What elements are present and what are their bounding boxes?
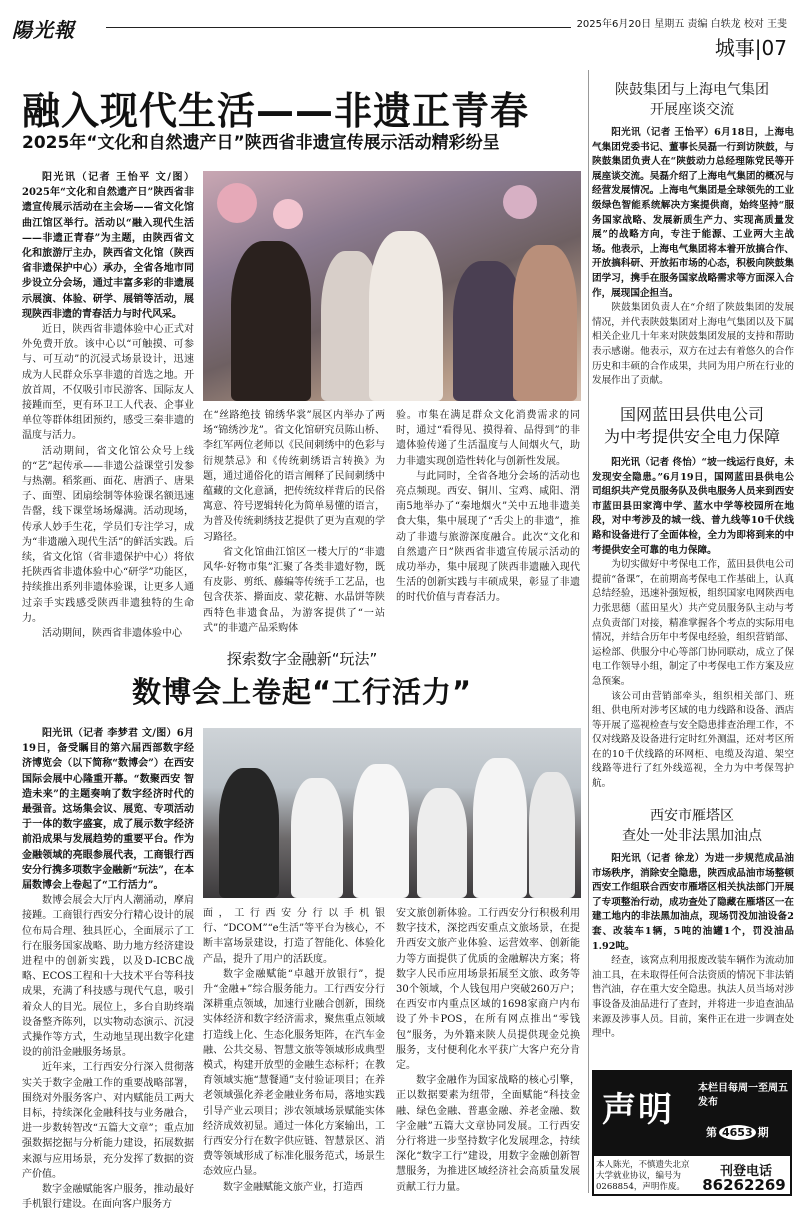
photo-figure: [219, 768, 279, 898]
article-paragraph: 数字金融赋能文旅产业，打造西: [223, 1181, 363, 1193]
dateline: 2025年6月20日 星期五 责编 白轶龙 校对 王斐: [571, 15, 787, 30]
article-paragraph: 数博会展会大厅内人潮涌动，摩肩接踵。工商银行西安分行精心设计的展位布局合理、独具匠心，全面展示了工行在服务国家战略、助力地方经济建设进程中的创新实践，以及D-ICBC战略、ECOS工程和十大技术平台等科技成果，充满了科技感与现代气息，吸引着众人的目光。展位上，多台自助终端设备整齐陈列，以实物动态演示、沉浸式操作等方式，生动地呈现出数字化建设的前沿金融服务场景。: [22, 895, 194, 1059]
issue-number: 4653: [719, 1125, 756, 1140]
article-paragraph: 安文旅创新体验。工行西安分行积极利用数字技术，深挖西安重点文旅场景，在提升西安文旅产业体验、运营效率、创新能力等方面提供了优质的金融解决方案；将数字人民币应用场景拓展至文旅、政务等30个领域，个人钱包用户突破260万户；在西安市内重点区域的1698家商户内布设了外卡POS，在所有网点推出“零钱包”服务，为外籍来陕人员提供现金兑换服务，支付便利化水平获广大客户充分肯定。: [396, 908, 580, 1072]
second-headline: 数博会上卷起“工行活力”: [131, 675, 473, 709]
lead-paragraph: 阳光讯（记者 王怡平）6月18日，上海电气集团党委书记、董事长吴磊一行到访陕鼓，与陕鼓集团负责人在“陕鼓动力总经理陈党民等开展座谈交流。吴磊介绍了上海电气集团的概况与经营发展情况。上海电气集团是全球领先的工业级绿色智能系统解决方案提供商，始终坚持“服务国家战略、发展新质生产力、实现高质量发展”的战略方向，专注于能源、工业两大主战场。他表示，上海电气集团将本着开放搞合作、开放搞科研、开放拓市场的心态，积极向陕鼓集团学习，携手在服务国家战略需求等方面深入合作，展现国企担当。: [592, 127, 794, 299]
notice-schedule: 本栏目每周一至周五发布: [698, 1083, 788, 1108]
photo-balloon: [273, 199, 303, 229]
article-paragraph: 数字金融赋能“卓越开放银行”，提升“金融+”综合服务能力。工行西安分行深耕重点领域，加速行业融合创新，围绕实体经济和数字经济需求，聚焦重点领域打造线上化、生态化服务矩阵，在汽车金融、公共交易、智慧文旅等领域形成典型模式，构建开放型的金融生态标杆；在教育领域实施“慧餐通”支付验证项目；在养老领域强化养老金融业务布局，落地实践引导产业云项目；涉农领域场景赋能实体经济成效初显。通过一体化方案输出，工行西安分行在数字供应链、智慧景区、消费等领域形成了标准化服务范式，场景生态效应凸显。: [203, 968, 385, 1178]
article-paragraph: 数字金融赋能客户服务，推动最好手机银行建设。在面向客户服务方: [22, 1184, 194, 1211]
second-column-3: [396, 906, 580, 1198]
notice-text: 本人陈光，不慎遗失北京大学就业协议，编号为0268854，声明作废。: [596, 1160, 690, 1192]
masthead: [12, 14, 787, 60]
lead-photo: [203, 171, 581, 401]
headline-line: 开展座谈交流: [650, 102, 734, 118]
notice-issue: [706, 1124, 769, 1140]
lead-column-3: [396, 408, 580, 636]
notice-word: 声明: [602, 1090, 674, 1130]
lead-paragraph: 阳光讯（记者 佟怡）“坡一线运行良好，未发现安全隐患。”6月19日，国网蓝田县供电公司组织共产党员服务队及供电服务人员来到西安市蓝田县田家湾中学、蓝水中学等校园所在地段，对中考涉及的城一线、普九线等10千伏线路和设备进行了全面体检，全力为即将到来的中考提供安全可靠的电力保障。: [592, 457, 794, 556]
lead-column-1: [22, 170, 194, 640]
article-paragraph: 为切实做好中考保电工作，蓝田县供电公司提前“备课”，在前期高考保电工作基础上，认真总结经验，迅速补强短板，组织国家电网陕西电力张思德（蓝田星火）共产党员服务队主动与考点负责部门对接，精准掌握各个考点的实际用电情况，并结合历年中考保电经验，组织营销部、运检部、供服分中心等部门协同联动，成立了保电工作领导小组，制定了中考保电工作方案及应急预案。: [592, 559, 794, 687]
article-paragraph: 与此同时，全省各地分会场的活动也亮点频现。西安、铜川、宝鸡、咸阳、渭南5地举办了“秦地烟火”关中五地非遗美食大集，集中展现了“舌尖上的非遗”，推动了非遗与旅游深度融合。此次“文化和自然遗产日”陕西省非遗宣传展示活动的成功举办，集中展现了陕西非遗融入现代生活的创新实践与丰硕成果，彰显了非遗的时代价值与青春活力。: [396, 470, 580, 604]
lead-paragraph: 阳光讯（记者 李梦君 文/图）6月19日，备受瞩目的第六届西部数字经济博览会（以下简称“数博会”）在西安国际会展中心隆重开幕。“数聚西安 智造未来”的主题奏响了数字经济时代的最强音。这场集会议、展览、专项活动于一体的数字盛宴，成了展示数字经济前沿成果与发展趋势的重要平台。作为金融领域的亮眼参展代表，工商银行西安分行携多项数字金融新“玩法”，在本届数博会上卷起了“工行活力”。: [22, 728, 194, 892]
issue-suffix: 期: [757, 1126, 769, 1139]
sidebar-article-2: [592, 456, 794, 806]
sidebar-article-3: [592, 852, 794, 1064]
article-paragraph: 省文化馆曲江馆区一楼大厅的“非遗风华·好物市集”汇聚了各类非遗好物，既有皮影、剪纸、藤编等传统手工艺品，也包含茯茶、擀面皮、蒙花糖、水晶饼等陕西特色非遗食品，为游客提供了“一站式”的非遗产品采购体: [203, 546, 385, 634]
headline-line: 国网蓝田县供电公司: [619, 405, 764, 424]
notice-banner: [594, 1072, 790, 1156]
lead-headline: 融入现代生活——非遗正青春: [22, 89, 530, 133]
column-rule: [588, 70, 589, 1193]
notice-box: [592, 1070, 792, 1196]
article-paragraph: 在“丝路绝技 锦绣华裳”展区内举办了两场“锦绣沙龙”。省文化馆研究员陈山桥、李红军两位老师以《民间刺绣中的色彩与衍规禁忌》和《传统刺绣语言转换》为题，通过通俗化的语言阐释了民间刺绣中蕴藏的文化意涵，把传统纹样背后的民俗寓意、符号逻辑转化为简单易懂的语言，为普及传统刺绣技艺提供了更为直观的学习路径。: [203, 410, 385, 543]
photo-figure: [353, 764, 409, 898]
notice-phone: 86262269: [702, 1176, 786, 1194]
sidebar-headline-2: [592, 404, 792, 448]
article-paragraph: 近日，陕西省非遗体验中心正式对外免费开放。该中心以“可触摸、可参与、可互动”的沉浸式场景设计，迅速成为人民群众乐享非遗的首选之地。开放首周，不仅吸引市民游客、国际友人接踵而至，更有环卫工人代表、企事业单位等群体组团预约，感受三秦非遗的温度与活力。: [22, 324, 194, 442]
article-paragraph: 近年来，工行西安分行深入贯彻落实关于数字金融工作的重要战略部署，围绕对外服务客户、对内赋能员工两大目标，持续深化金融科技与业务融合，进一步数转智改“五篇大文章”；重点加强数据挖掘与分析能力建设，拓展数据来源与应用场景，充分发挥了数据的资产价值。: [22, 1062, 194, 1180]
headline-line: 为中考提供安全电力保障: [603, 427, 780, 446]
second-photo: [203, 728, 581, 898]
lead-paragraph: 阳光讯（记者 王怡平 文/图）2025年“文化和自然遗产日”陕西省非遗宣传展示活动在主会场——省文化馆曲江馆区举行。活动以“融入现代生活——非遗正青春”为主题，由陕西省文化和旅游厅主办，陕西省文化馆（陕西省非遗保护中心）承办，全省各地市同步设立分会场，通过丰富多彩的非遗展示展演、体验、研学、展销等活动，展现陕西非遗的青春活力与时代风采。: [22, 172, 194, 320]
article-paragraph: 陕鼓集团负责人在“介绍了陕鼓集团的发展情况，并代表陕鼓集团对上海电气集团以及下属相关企业几十年来对陕鼓集团发展的支持和帮助表示感谢。他表示，双方在过去有着悠久的合作历史和丰硕的合作成果，共同为用户所在行业的发展作出了贡献。: [592, 302, 794, 387]
article-paragraph: 数字金融作为国家战略的核心引擎，正以数据要素为纽带，全面赋能“科技金融、绿色金融、普惠金融、养老金融、数字金融”五篇大文章协同发展。工行西安分行将进一步坚持数字化发展理念，持续深化“数字工行”建设，用数字金融创新智慧服务，为推进区域经济社会高质量发展贡献工行力量。: [396, 1075, 580, 1193]
second-column-1: [22, 726, 194, 1211]
article-paragraph: 面，工行西安分行以手机银行、“DCOM”“e生活”等平台为核心，不断丰富场景建设，打造了智能化、体验化产品，提升了用户的活跃度。: [203, 908, 385, 965]
paper-name: 陽光報: [12, 18, 75, 42]
headline-line: 陕鼓集团与上海电气集团: [615, 82, 769, 98]
article-paragraph: 活动期间，省文化馆公众号上线的“艺”起传承——非遗公益课堂引发参与热潮。稻浆画、面花、唐洒子、唐果子、面塑、团扇绘制等体验课名额迅速告罄，线下课堂场场爆满。活动现场，传承人妙手生花，学员们专注学习，成为“非遗融入现代生活”的鲜活实践。后续，省文化馆（省非遗保护中心）将依托陕西省非遗体验中心“研学”功能区，持续推出系列非遗体验课，让更多人通过亲手实践感受陕西非遗独特的生命力。: [22, 445, 194, 624]
photo-figure: [529, 772, 575, 898]
sidebar-headline-1: [592, 80, 792, 120]
issue-prefix: 第: [706, 1126, 717, 1139]
sidebar-headline-3: [592, 806, 792, 846]
lead-column-2: [203, 408, 385, 636]
article-paragraph: 该公司由营销部牵头，组织相关部门、班组、供电所对涉考区域的电力线路和设备、酒店等开展了巡视检查与安全隐患排查治理工作，不仅对线路及设备进行定时红外测温，还对考区所在的10千伏线路的环网柜、电缆及沟道、架空线路等进行了红外线巡视，全力为中考保驾护航。: [592, 690, 794, 790]
article-paragraph: 验。市集在满足群众文化消费需求的同时，通过“看得见、摸得着、品得到”的非遗体验传递了生活温度与人间烟火气，助力非遗实现创造性转化与创新性发展。: [396, 410, 580, 467]
sidebar-article-1: [592, 126, 794, 387]
photo-balloon: [503, 185, 537, 219]
lead-paragraph: 阳光讯（记者 徐龙）为进一步规范成品油市场秩序，消除安全隐患，陕西成品油市场整顿西安工作组联合西安市雁塔区相关执法部门开展了专项整治行动，成功查处了隐藏在雁塔区一在建工地内的非法黑加油点，现场罚没加油设备2套、改装车1辆，5吨的油罐1个，罚没油品1.92吨。: [592, 853, 794, 952]
article-paragraph: 经查，该窝点利用报废改装车辆作为流动加油工具，在未取得任何合法资质的情况下非法销售汽油，存在重大安全隐患。执法人员当场对涉事设备及油品进行了查封，并将进一步追查油品来源及涉事人员。目前，案件正在进一步调查处理中。: [592, 955, 794, 1040]
photo-figure: [369, 231, 443, 401]
headline-line: 查处一处非法黑加油点: [622, 828, 762, 844]
photo-balloon: [217, 183, 257, 223]
second-column-2: [203, 906, 385, 1198]
photo-figure: [231, 241, 311, 401]
section-tag: 城事|07: [709, 32, 787, 61]
second-kicker: 探索数字金融新“玩法”: [226, 650, 378, 668]
article-paragraph: 活动期间，陕西省非遗体验中心: [42, 628, 182, 640]
photo-figure: [291, 778, 343, 898]
headline-line: 西安市雁塔区: [650, 808, 734, 824]
photo-figure: [417, 788, 467, 898]
photo-figure: [473, 758, 527, 898]
lead-subheadline: 2025年“文化和自然遗产日”陕西省非遗宣传展示活动精彩纷呈: [22, 133, 500, 153]
photo-figure: [513, 245, 577, 401]
notice-phone-label: 刊登电话: [719, 1164, 772, 1179]
